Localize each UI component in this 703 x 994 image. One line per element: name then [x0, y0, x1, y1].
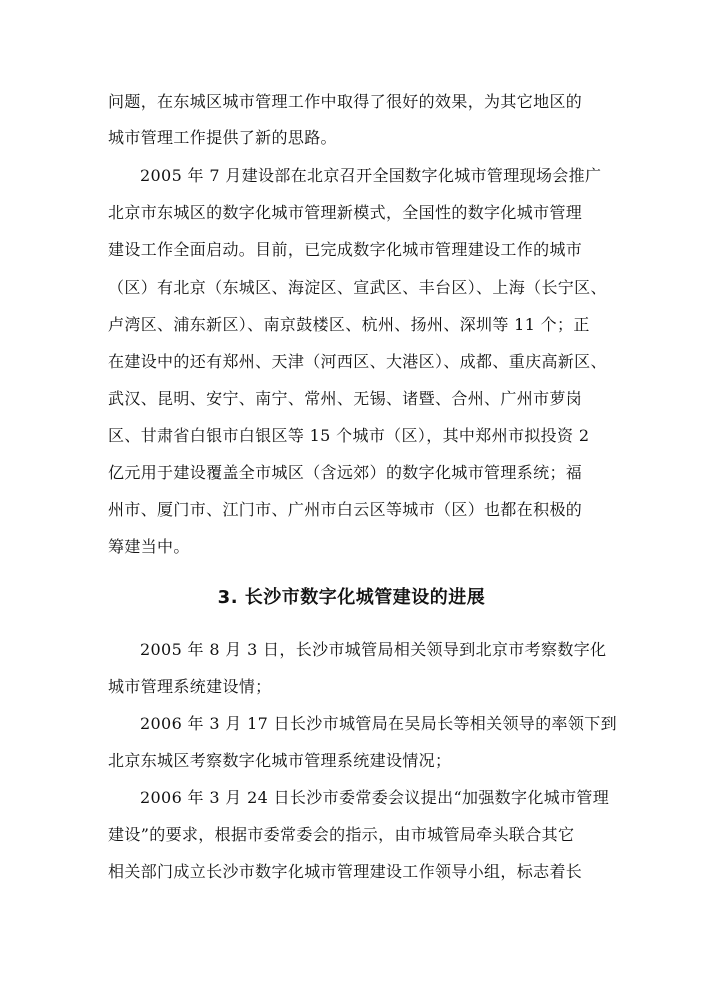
- paragraph-4-line-2: 北京东城区考察数字化城市管理系统建设情况；: [108, 751, 452, 770]
- paragraph-5-line-1: 2006 年 3 月 24 日长沙市委常委会议提出“加强数字化城市管理: [140, 788, 610, 807]
- paragraph-5-line-3: 相关部门成立长沙市数字化城市管理建设工作领导小组，标志着长: [108, 862, 583, 881]
- paragraph-1-line-2: 城市管理工作提供了新的思路。: [108, 128, 337, 147]
- paragraph-2-line-6: 在建设中的还有郑州、天津（河西区、大港区）、成都、重庆高新区、: [108, 352, 607, 371]
- paragraph-2-line-5: 卢湾区、浦东新区）、南京鼓楼区、杭州、扬州、深圳等 11 个；正: [108, 315, 590, 334]
- paragraph-3-line-2: 城市管理系统建设情；: [108, 677, 272, 696]
- paragraph-1-line-1: 问题，在东城区城市管理工作中取得了很好的效果，为其它地区的: [108, 92, 583, 111]
- paragraph-2-line-2: 北京市东城区的数字化城市管理新模式，全国性的数字化城市管理: [108, 203, 583, 222]
- paragraph-2-line-4: （区）有北京（东城区、海淀区、宣武区、丰台区）、上海（长宁区、: [108, 278, 607, 297]
- paragraph-2-line-9: 亿元用于建设覆盖全市城区（含远郊）的数字化城市管理系统；福: [108, 463, 583, 482]
- paragraph-3-line-1: 2005 年 8 月 3 日，长沙市城管局相关领导到北京市考察数字化: [140, 640, 607, 659]
- paragraph-5-line-2: 建设”的要求，根据市委常委会的指示，由市城管局牵头联合其它: [108, 825, 575, 844]
- paragraph-2-line-7: 武汉、昆明、安宁、南宁、常州、无锡、诸暨、合州、广州市萝岗: [108, 389, 583, 408]
- paragraph-4-line-1: 2006 年 3 月 17 日长沙市城管局在吴局长等相关领导的率领下到: [140, 714, 617, 733]
- paragraph-2-line-1: 2005 年 7 月建设部在北京召开全国数字化城市管理现场会推广: [140, 166, 602, 185]
- paragraph-2-line-3: 建设工作全面启动。目前，已完成数字化城市管理建设工作的城市: [108, 240, 583, 259]
- section-heading: 3. 长沙市数字化城管建设的进展: [217, 587, 486, 608]
- paragraph-2-line-8: 区、甘肃省白银市白银区等 15 个城市（区），其中郑州市拟投资 2: [108, 426, 590, 445]
- paragraph-2-line-11: 筹建当中。: [108, 537, 190, 556]
- paragraph-2-line-10: 州市、厦门市、江门市、广州市白云区等城市（区）也都在积极的: [108, 500, 583, 519]
